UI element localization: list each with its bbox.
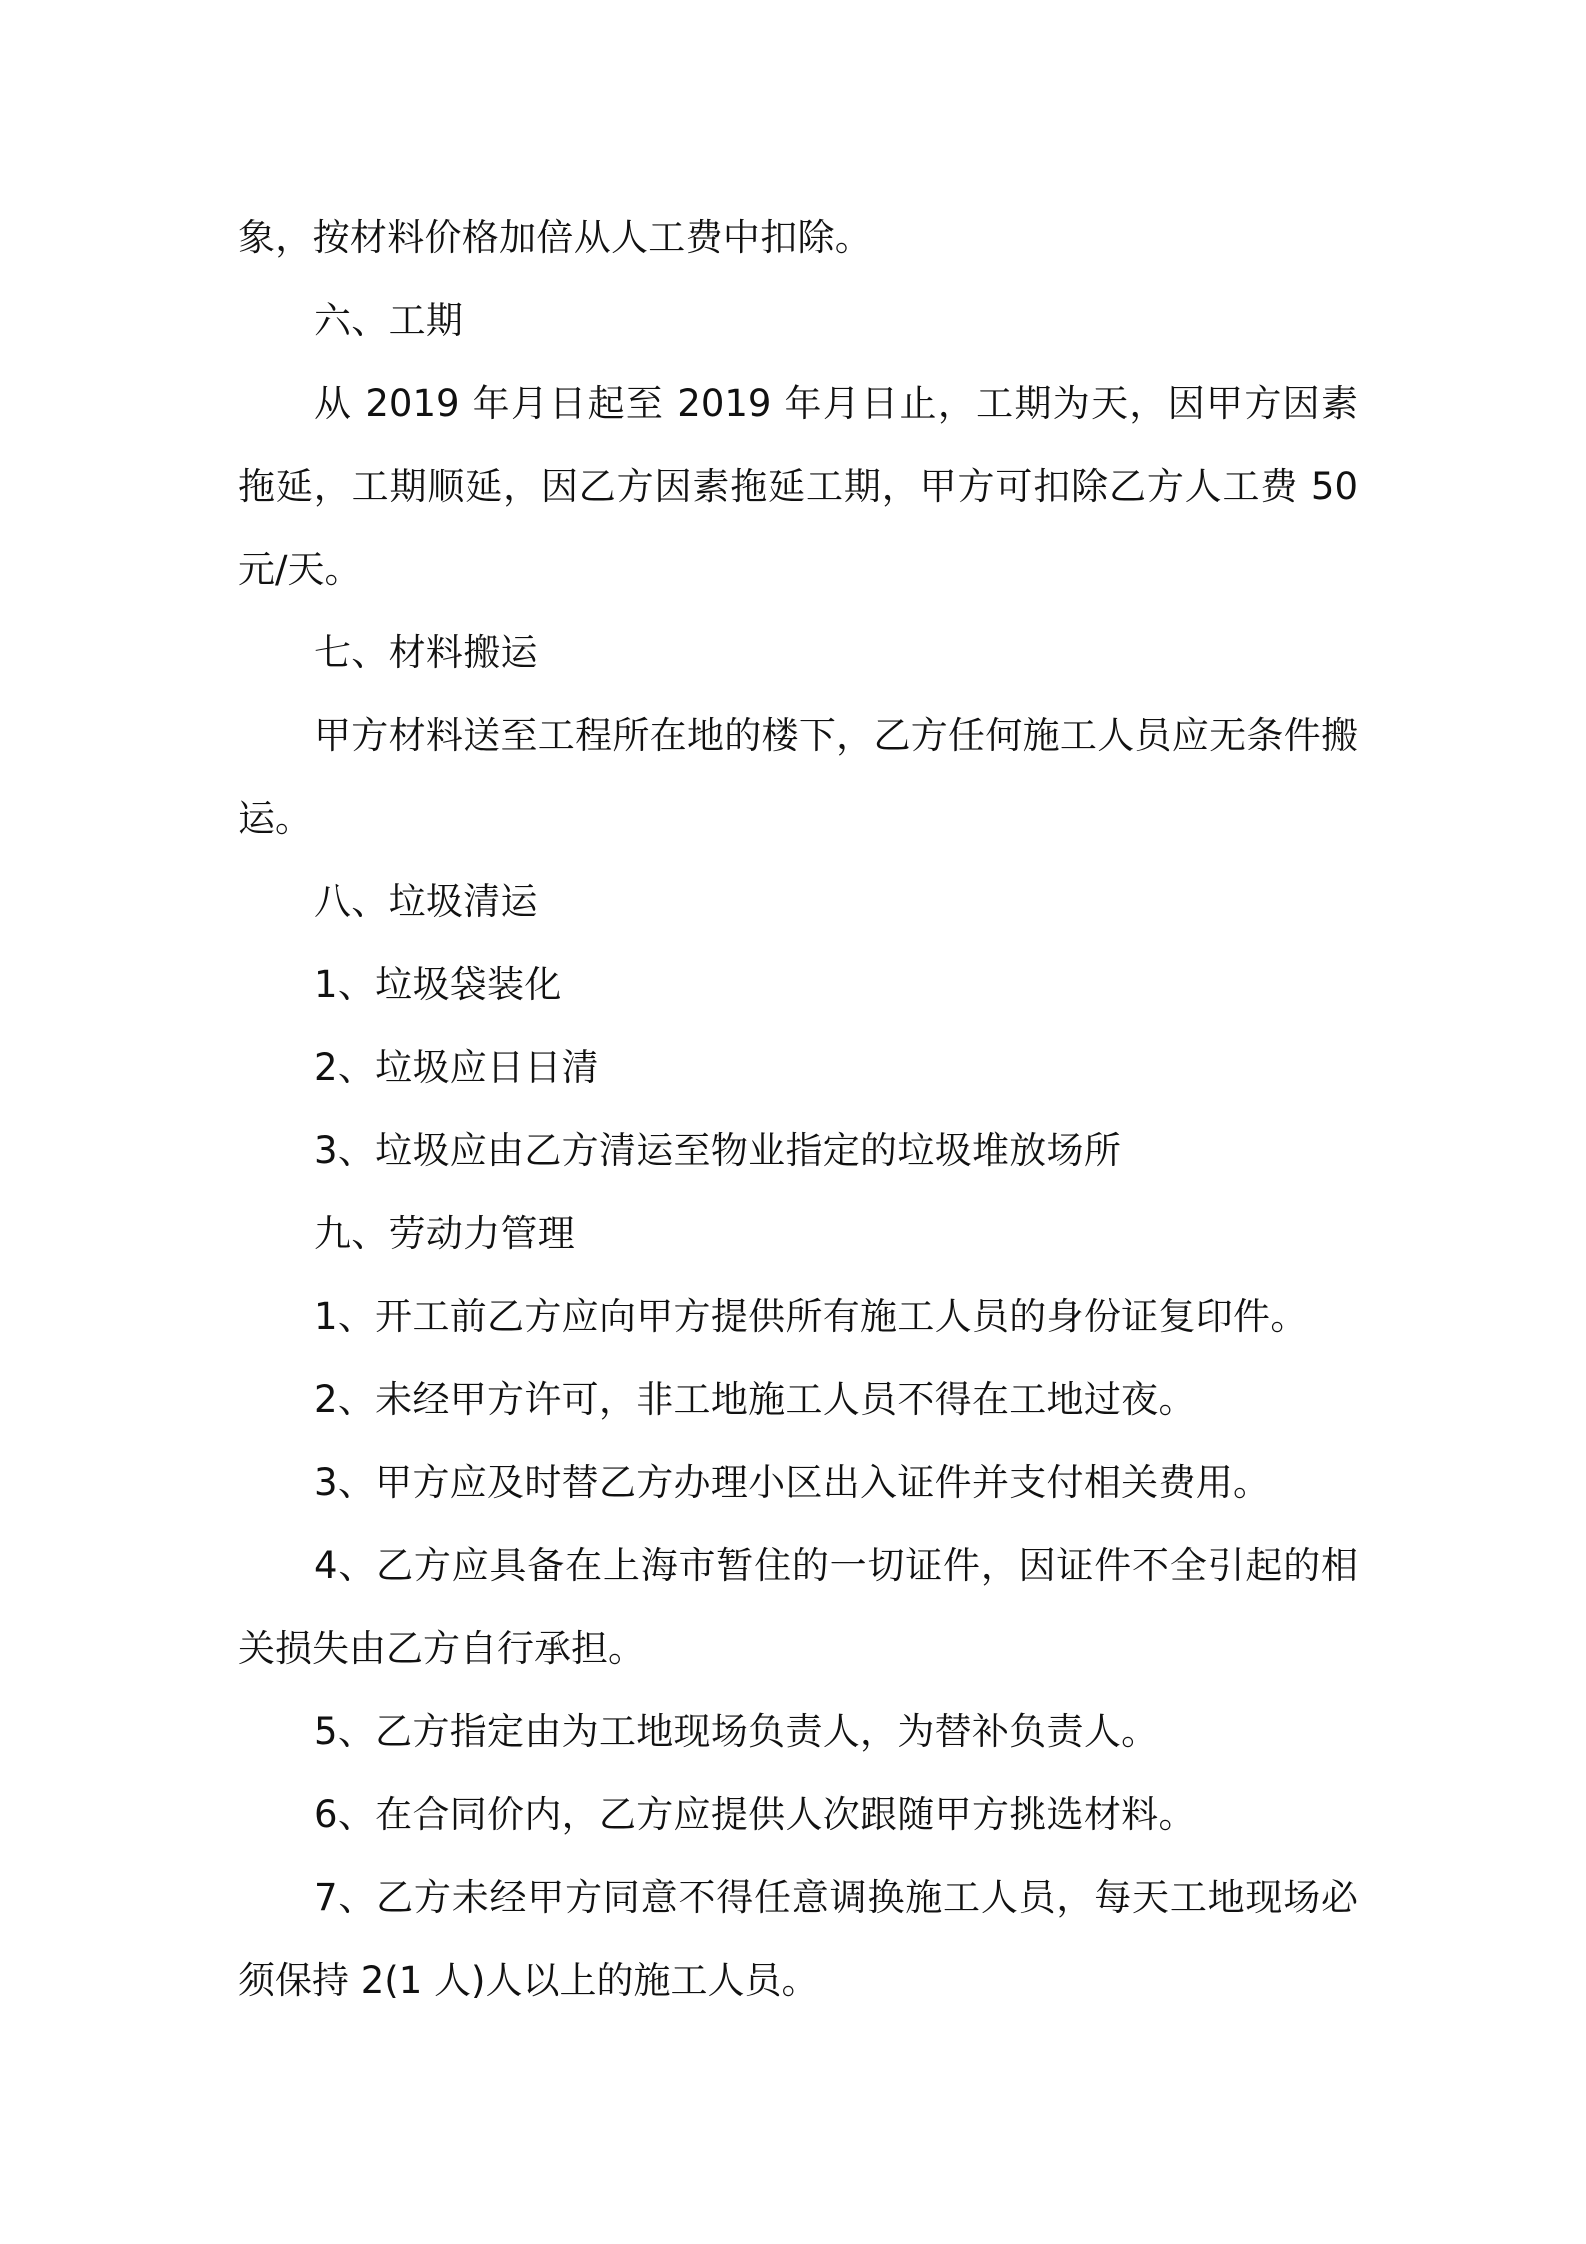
- list-item: 6、在合同价内，乙方应提供人次跟随甲方挑选材料。: [314, 1793, 1196, 1836]
- document-body: [238, 196, 1358, 2022]
- list-item: 3、甲方应及时替乙方办理小区出入证件并支付相关费用。: [314, 1461, 1271, 1504]
- material-transport-paragraph: 甲方材料送至工程所在地的楼下，乙方任何施工人员应无条件搬运。: [238, 714, 1358, 840]
- list-item: 1、开工前乙方应向甲方提供所有施工人员的身份证复印件。: [314, 1295, 1308, 1338]
- continuation-text: 象，按材料价格加倍从人工费中扣除。: [238, 216, 873, 259]
- list-item: 5、乙方指定由为工地现场负责人，为替补负责人。: [314, 1710, 1159, 1753]
- section-heading-material-transport: 七、材料搬运: [314, 631, 538, 674]
- list-item: 1、垃圾袋装化: [314, 963, 562, 1006]
- list-item-paragraph: 7、乙方未经甲方同意不得任意调换施工人员，每天工地现场必须保持 2(1 人)人以上的施工人员。: [238, 1876, 1358, 2002]
- section-heading-garbage-removal: 八、垃圾清运: [314, 880, 538, 923]
- list-item: 2、未经甲方许可，非工地施工人员不得在工地过夜。: [314, 1378, 1196, 1421]
- section-heading-labor-management: 九、劳动力管理: [314, 1212, 576, 1255]
- list-item-paragraph: 4、乙方应具备在上海市暂住的一切证件，因证件不全引起的相关损失由乙方自行承担。: [238, 1544, 1358, 1670]
- list-item: 3、垃圾应由乙方清运至物业指定的垃圾堆放场所: [314, 1129, 1122, 1172]
- schedule-paragraph: 从 2019 年月日起至 2019 年月日止，工期为天，因甲方因素拖延，工期顺延，因乙方因素拖延工期，甲方可扣除乙方人工费 50 元/天。: [238, 382, 1358, 591]
- section-heading-schedule: 六、工期: [314, 299, 464, 342]
- list-item: 2、垃圾应日日清: [314, 1046, 599, 1089]
